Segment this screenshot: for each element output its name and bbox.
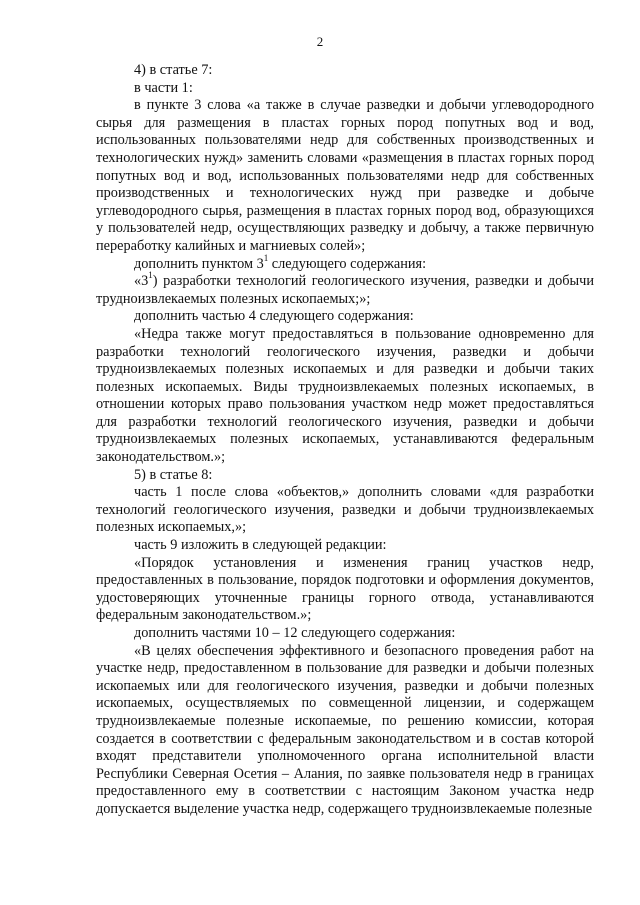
paragraph: 5) в статье 8: bbox=[134, 466, 213, 483]
superscript: 1 bbox=[263, 252, 269, 263]
paragraph: «Недра также могут предоставляться в пользование одновременно для разработки технологий геологического изучения, разведки и добычи трудноизвлекаемых полезных ископаемых и для разведки и добычи таких полезных ископаемых. Виды трудноизвлекаемых полезных ископаемых, в отношении которых право пользования участком недр может предоставляться для разработки технологий геологического изучения, разведки и добычи трудноизвлекаемых полезных ископаемых, устанавливаются федеральным законодательством.»; bbox=[96, 325, 594, 466]
paragraph-text: следующего содержания: bbox=[268, 255, 427, 272]
paragraph bbox=[96, 270, 594, 308]
paragraph-text: дополнить пунктом 3 bbox=[134, 255, 264, 272]
paragraph: часть 1 после слова «объектов,» дополнить словами «для разработки технологий геологического изучения, разведки и добычи трудноизвлекаемых полезных ископаемых,»; bbox=[96, 484, 594, 536]
paragraph: дополнить частью 4 следующего содержания: bbox=[134, 308, 414, 325]
paragraph: дополнить частями 10 – 12 следующего содержания: bbox=[134, 625, 456, 641]
superscript: 1 bbox=[148, 270, 153, 281]
paragraph: в пункте 3 слова «а также в случае разведки и добычи углеводородного сырья для размещения в пластах горных пород попутных вод и вод, использованных пользователями недр для собственных производственных и технологических нужд» заменить словами «размещения в пластах горных пород попутных вод и вод, использованных пользователями недр для собственных производственных и технологических нужд при разведке и добыче углеводородного сырья, размещения в пластах горных пород вод, образующихся у пользователей недр, осуществляющих разведку и добычу, а также первичную переработку калийных и магниевых солей»; bbox=[96, 97, 594, 254]
paragraph: часть 9 изложить в следующей редакции: bbox=[134, 537, 387, 554]
paragraph: 4) в статье 7: bbox=[134, 62, 213, 78]
paragraph: «Порядок установления и изменения границ участков недр, предоставленных в пользование, порядок подготовки и оформления документов, удостоверяющих уточненные границы горного отвода, устанавливаются федеральным законодательством.»; bbox=[96, 554, 594, 624]
paragraph: «В целях обеспечения эффективного и безопасного проведения работ на участке недр, предоставленном в пользование для разведки и добычи полезных ископаемых или для геологического изучения, разведки и добычи полезных ископаемых, осуществляемых по совмещенной лицензии, и содержащем трудноизвлекаемые полезные ископаемые, по решению комиссии, которая создается в соответствии с федеральным законодательством и в состав которой входят представители уполномоченного органа исполнительной власти Республики Северная Осетия – Алания, по заявке пользователя недр в границах предоставленного ему в соответствии с настоящим Законом участка недр допускается выделение участка недр, содержащего трудноизвлекаемые полезные bbox=[96, 642, 594, 817]
page-number: 2 bbox=[316, 34, 324, 49]
paragraph-text: ) разработки технологий геологического изучения, разведки и добычи трудноизвлекаемых полезных ископаемых;»; bbox=[96, 273, 594, 307]
paragraph bbox=[96, 252, 594, 274]
document-body bbox=[96, 62, 594, 819]
paragraph: в части 1: bbox=[134, 79, 193, 96]
paragraph-text: «3 bbox=[134, 273, 149, 290]
